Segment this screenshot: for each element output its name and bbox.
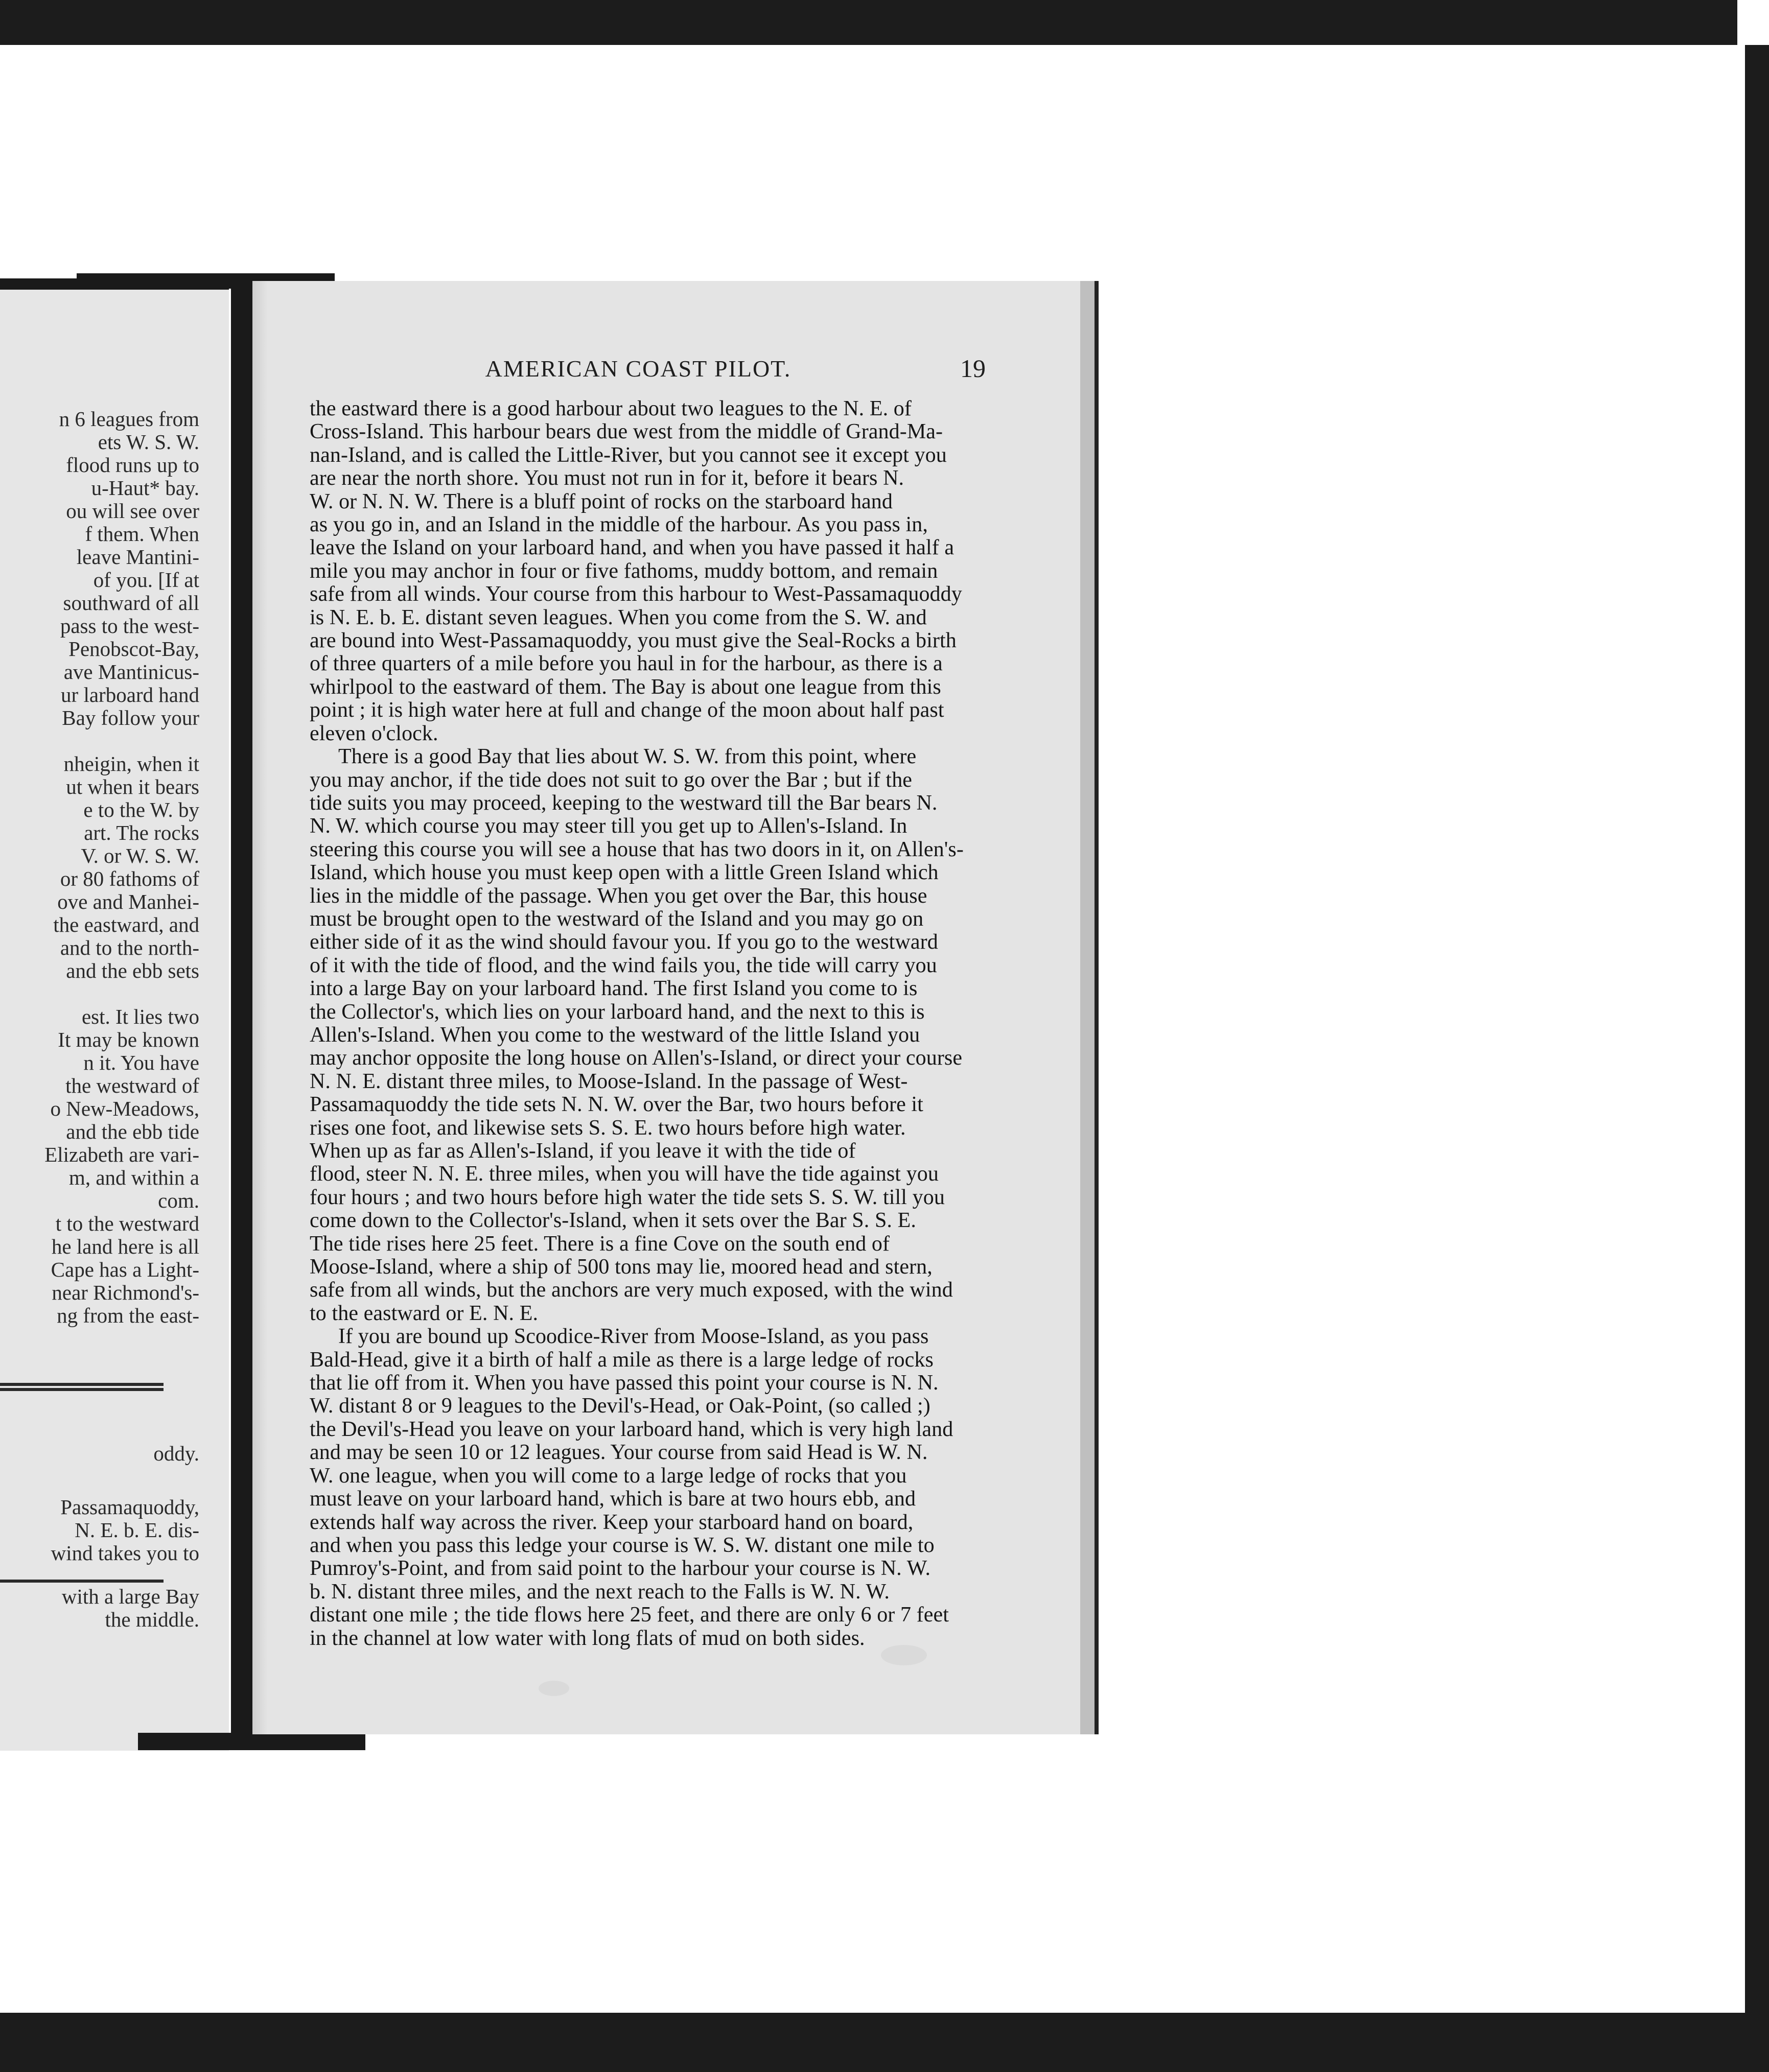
previous-page-line: the middle. bbox=[105, 1608, 199, 1631]
text-line: safe from all winds. Your course from this harbour to West-Passamaquoddy bbox=[310, 582, 962, 606]
text-line: eleven o'clock. bbox=[310, 721, 438, 745]
text-line: N. W. which course you may steer till you get up to Allen's-Island. In bbox=[310, 814, 907, 838]
previous-page-line: n it. You have bbox=[83, 1051, 199, 1074]
text-line: distant one mile ; the tide flows here 25 feet, and there are only 6 or 7 feet bbox=[310, 1603, 949, 1627]
previous-page-line: t to the westward bbox=[55, 1212, 199, 1235]
paper-smudge bbox=[539, 1681, 569, 1696]
text-line: If you are bound up Scoodice-River from Moose-Island, as you pass bbox=[338, 1325, 929, 1349]
previous-page-line: of you. [If at bbox=[93, 568, 199, 592]
text-line: steering this course you will see a house that has two doors in it, on Allen's- bbox=[310, 837, 964, 861]
text-line: either side of it as the wind should favour you. If you go to the westward bbox=[310, 930, 938, 954]
previous-page-line: n 6 leagues from bbox=[59, 407, 199, 431]
scanner-top-band bbox=[0, 0, 1769, 45]
previous-page-line: It may be known bbox=[58, 1028, 199, 1051]
text-line: in the channel at low water with long flats of mud on both sides. bbox=[310, 1626, 865, 1650]
text-line: and may be seen 10 or 12 leagues. Your course from said Head is W. N. bbox=[310, 1441, 928, 1465]
text-line: The tide rises here 25 feet. There is a fine Cove on the south end of bbox=[310, 1232, 890, 1256]
text-line: Bald-Head, give it a birth of half a mile as there is a large ledge of rocks bbox=[310, 1348, 934, 1372]
text-line: you may anchor, if the tide does not suit to go over the Bar ; but if the bbox=[310, 768, 913, 792]
previous-page-line: o New-Meadows, bbox=[50, 1097, 199, 1120]
previous-page-line: ou will see over bbox=[66, 499, 199, 523]
previous-page-line: ur larboard hand bbox=[61, 683, 199, 707]
text-line: Island, which house you must keep open with a little Green Island which bbox=[310, 861, 939, 885]
scanner-right-frame bbox=[1745, 45, 1769, 2013]
gutter-bottom-edge bbox=[138, 1733, 365, 1750]
text-line: point ; it is high water here at full and change of the moon about half past bbox=[310, 698, 944, 722]
previous-page-line: Cape has a Light- bbox=[51, 1258, 199, 1281]
previous-page-line: ets W. S. W. bbox=[98, 430, 199, 454]
previous-page-line: and to the north- bbox=[60, 936, 199, 959]
previous-page-line: southward of all bbox=[63, 591, 199, 615]
text-line: of three quarters of a mile before you haul in for the harbour, as there is a bbox=[310, 652, 943, 676]
previous-page-line: oddy. bbox=[153, 1442, 199, 1465]
section-rule bbox=[0, 1383, 164, 1386]
previous-page-line: near Richmond's- bbox=[52, 1281, 199, 1304]
text-line: the eastward there is a good harbour about two leagues to the N. E. of bbox=[310, 397, 912, 420]
text-line: Allen's-Island. When you come to the westward of the little Island you bbox=[310, 1023, 920, 1047]
text-line: Pumroy's-Point, and from said point to the harbour your course is N. W. bbox=[310, 1557, 931, 1581]
previous-page-line: the eastward, and bbox=[53, 913, 199, 936]
text-line: must be brought open to the westward of the Island and you may go on bbox=[310, 907, 924, 931]
text-line: There is a good Bay that lies about W. S. W. from this point, where bbox=[338, 745, 917, 769]
previous-page-line: est. It lies two bbox=[81, 1005, 199, 1028]
running-head: AMERICAN COAST PILOT. bbox=[485, 356, 792, 382]
text-line: whirlpool to the eastward of them. The Bay is about one league from this bbox=[310, 675, 941, 699]
text-line: of it with the tide of flood, and the wind fails you, the tide will carry you bbox=[310, 953, 937, 977]
text-line: Passamaquoddy the tide sets N. N. W. over the Bar, two hours before it bbox=[310, 1093, 923, 1117]
text-line: that lie off from it. When you have passed this point your course is N. N. bbox=[310, 1371, 939, 1395]
previous-page-line: ove and Manhei- bbox=[57, 890, 199, 913]
text-line: Moose-Island, where a ship of 500 tons may lie, moored head and stern, bbox=[310, 1255, 933, 1279]
text-line: into a large Bay on your larboard hand. The first Island you come to is bbox=[310, 977, 918, 1001]
text-line: nan-Island, and is called the Little-River, but you cannot see it except you bbox=[310, 443, 947, 467]
previous-page-line: ut when it bears bbox=[66, 775, 199, 798]
previous-page-line: and the ebb sets bbox=[66, 959, 199, 982]
text-line: b. N. distant three miles, and the next reach to the Falls is W. N. W. bbox=[310, 1580, 890, 1604]
text-line: the Collector's, which lies on your larboard hand, and the next to this is bbox=[310, 1000, 925, 1024]
previous-page-line: e to the W. by bbox=[83, 798, 199, 821]
text-line: are bound into West-Passamaquoddy, you must give the Seal-Rocks a birth bbox=[310, 629, 957, 653]
text-line: are near the north shore. You must not run in for it, before it bears N. bbox=[310, 466, 904, 490]
text-line: rises one foot, and likewise sets S. S. E. two hours before high water. bbox=[310, 1116, 906, 1140]
previous-page-line: or 80 fathoms of bbox=[60, 867, 199, 890]
text-line: extends half way across the river. Keep your starboard hand on board, bbox=[310, 1510, 914, 1534]
previous-page-line: Penobscot-Bay, bbox=[68, 637, 199, 661]
previous-page-line: the westward of bbox=[65, 1074, 199, 1097]
previous-page-line: with a large Bay bbox=[61, 1585, 199, 1608]
text-line: Cross-Island. This harbour bears due west from the middle of Grand-Ma- bbox=[310, 420, 943, 444]
previous-page-line: Elizabeth are vari- bbox=[44, 1143, 199, 1166]
text-line: as you go in, and an Island in the middle of the harbour. As you pass in, bbox=[310, 513, 928, 537]
text-line: W. or N. N. W. There is a bluff point of rocks on the starboard hand bbox=[310, 489, 893, 513]
text-line: may anchor opposite the long house on Allen's-Island, or direct your course bbox=[310, 1046, 963, 1070]
previous-page-line: wind takes you to bbox=[51, 1541, 199, 1565]
previous-page-line: Bay follow your bbox=[62, 706, 199, 729]
previous-page-line: ave Mantinicus- bbox=[63, 660, 199, 684]
previous-page-line: m, and within a bbox=[68, 1166, 199, 1189]
previous-page-line: flood runs up to bbox=[66, 453, 199, 477]
previous-page-line: leave Mantini- bbox=[76, 545, 199, 569]
text-line: leave the Island on your larboard hand, and when you have passed it half a bbox=[310, 536, 955, 560]
text-line: N. N. E. distant three miles, to Moose-Island. In the passage of West- bbox=[310, 1069, 908, 1093]
page-number: 19 bbox=[960, 354, 986, 383]
text-line: safe from all winds, but the anchors are very much exposed, with the wind bbox=[310, 1278, 953, 1302]
previous-page-line: u-Haut* bay. bbox=[91, 476, 199, 500]
current-page bbox=[252, 281, 1080, 1734]
text-line: tide suits you may proceed, keeping to the westward till the Bar bears N. bbox=[310, 791, 938, 815]
text-line: and when you pass this ledge your course is W. S. W. distant one mile to bbox=[310, 1533, 935, 1557]
previous-page-line: art. The rocks bbox=[84, 821, 199, 844]
text-line: the Devil's-Head you leave on your larboard hand, which is very high land bbox=[310, 1417, 953, 1441]
text-line: is N. E. b. E. distant seven leagues. When you come from the S. W. and bbox=[310, 605, 927, 629]
scanner-top-notch bbox=[1737, 0, 1769, 45]
text-line: W. one league, when you will come to a large ledge of rocks that you bbox=[310, 1464, 907, 1488]
previous-page-line: V. or W. S. W. bbox=[81, 844, 199, 867]
text-line: lies in the middle of the passage. When you get over the Bar, this house bbox=[310, 884, 927, 908]
book-gutter bbox=[231, 276, 252, 1747]
previous-page-line: ng from the east- bbox=[57, 1304, 199, 1327]
text-line: When up as far as Allen's-Island, if you leave it with the tide of bbox=[310, 1139, 856, 1163]
previous-page-line: and the ebb tide bbox=[66, 1120, 199, 1143]
body-text bbox=[310, 397, 1043, 1650]
scanner-bottom-band bbox=[0, 2013, 1769, 2072]
previous-page-line: N. E. b. E. dis- bbox=[75, 1518, 199, 1542]
previous-page-line: com. bbox=[158, 1189, 199, 1212]
text-line: mile you may anchor in four or five fathoms, muddy bottom, and remain bbox=[310, 559, 938, 583]
text-line: to the eastward or E. N. E. bbox=[310, 1301, 539, 1325]
previous-page-line: Passamaquoddy, bbox=[60, 1495, 199, 1519]
text-line: W. distant 8 or 9 leagues to the Devil's-Head, or Oak-Point, (so called ;) bbox=[310, 1394, 930, 1418]
text-line: must leave on your larboard hand, which is bare at two hours ebb, and bbox=[310, 1487, 916, 1511]
previous-page-line: f them. When bbox=[85, 522, 199, 546]
previous-page-line: nheigin, when it bbox=[63, 752, 199, 775]
previous-page-line: he land here is all bbox=[51, 1235, 199, 1258]
text-line: four hours ; and two hours before high water the tide sets S. S. W. till you bbox=[310, 1185, 945, 1209]
previous-page-line: pass to the west- bbox=[60, 614, 199, 638]
section-rule bbox=[0, 1388, 164, 1391]
footnote-rule bbox=[0, 1580, 164, 1583]
text-line: come down to the Collector's-Island, when it sets over the Bar S. S. E. bbox=[310, 1209, 916, 1233]
page-edge-shadow bbox=[252, 281, 268, 1734]
previous-page bbox=[0, 278, 229, 1751]
text-line: flood, steer N. N. E. three miles, when you will have the tide against you bbox=[310, 1162, 939, 1186]
